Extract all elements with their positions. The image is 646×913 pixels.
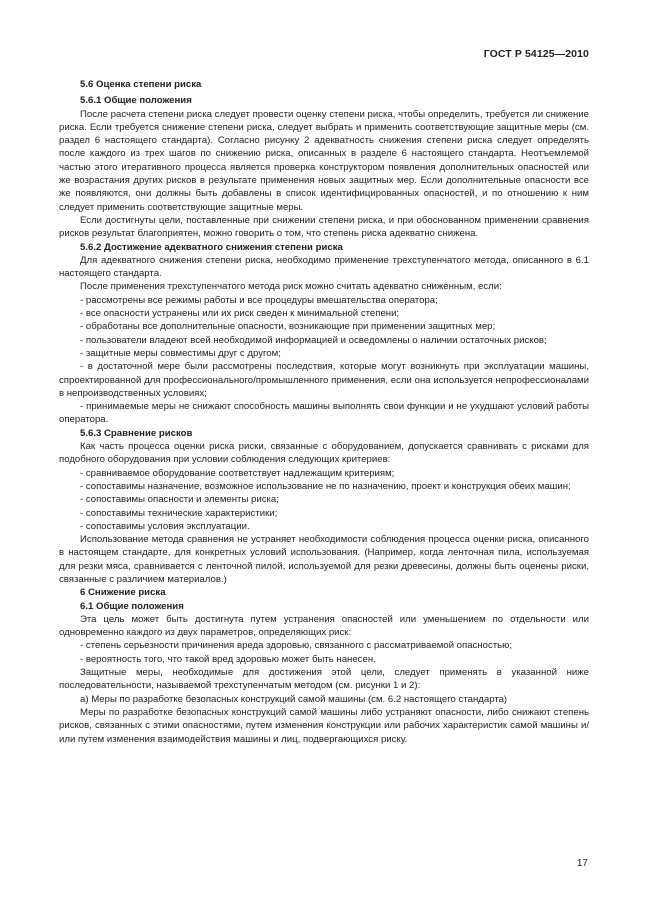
list-item: - в достаточной мере были рассмотрены последствия, которые могут возникнуть при эксплуатации машины, спроектированной для профессионального/промышленного применения, если она используется непрофессионалами в непроизводственных условиях; <box>59 361 589 399</box>
subsection-heading: 6.1 Общие положения <box>80 600 184 612</box>
page-number: 17 <box>576 858 588 869</box>
subsection-heading: 5.6.1 Общие положения <box>80 95 192 107</box>
list-item: - сопоставимы назначение, возможное использование не по назначению, проект и конструкция обеих машин; <box>80 480 571 492</box>
list-item: - вероятность того, что такой вред здоровью может быть нанесен. <box>80 653 376 665</box>
paragraph: После применения трехступенчатого метода риск можно считать адекватно сниженным, если: <box>80 281 502 293</box>
list-item: - все опасности устранены или их риск сведен к минимальной степени; <box>80 308 400 320</box>
subsection-heading: 5.6.2 Достижение адекватного снижения степени риска <box>80 241 343 253</box>
list-item: - сопоставимы технические характеристики; <box>80 507 278 519</box>
list-item: - обработаны все дополнительные опасности, возникающие при применении защитных мер; <box>80 321 496 333</box>
paragraph: После расчета степени риска следует провести оценку степени риска, чтобы определить, требуется ли снижение риска. Если требуется снижение степени риска, следует выбрать и применить соответствующие защитные меры (см. раздел 6 настоящего стандарта). Согласно рисунку 2 адекватность снижения степени риска следует определять после каждого из трех шагов по снижению риска, описанных в разделе 6 настоящего стандарта. Неотъемлемой частью этого итеративного процесса является проверка конструктором появления дополнительных опасностей или же возрастания других рисков в результате применения новых защитных мер. Если дополнительные опасности все же появляются, они должны быть добавлены в список идентифицированных опасностей, и по отношению к ним следует применить соответствующие защитные меры. <box>59 108 589 213</box>
list-item: - рассмотрены все режимы работы и все процедуры вмешательства оператора; <box>80 294 438 306</box>
document-header: ГОСТ Р 54125—2010 <box>483 48 589 60</box>
paragraph: а) Меры по разработке безопасных конструкций самой машины (см. 6.2 настоящего стандарта) <box>80 693 508 705</box>
list-item: - пользователи владеют всей необходимой информацией и осведомлены о наличии остаточных рисков; <box>80 334 547 346</box>
paragraph: Использование метода сравнения не устраняет необходимости соблюдения процесса оценки риска, описанного в настоящем стандарте, для конкретных условий использования. (Например, когда ленточная пила, используемая для резки мяса, сравнивается с ленточной пилой, используемой для резки древесины, должны быть оценены риски, связанные с различием материалов.) <box>59 534 589 585</box>
paragraph: Меры по разработке безопасных конструкций самой машины либо устраняют опасности, либо снижают степень рисков, связанных с этими опасностями, путем изменения конструкции или рабочих характеристик самой машины и/или путем изменения взаимодействия машины и лиц, подвергающихся риску. <box>59 706 589 745</box>
list-item: - принимаемые меры не снижают способность машины выполнять свои функции и не ухудшают условий работы оператора. <box>59 401 589 426</box>
paragraph: Если достигнуты цели, поставленные при снижении степени риска, и при обоснованном применении сравнения рисков результат благоприятен, можно говорить о том, что степень риска адекватно снижена. <box>59 214 589 240</box>
paragraph: Эта цель может быть достигнута путем устранения опасностей или уменьшением по отдельности или одновременно каждого из двух параметров, определяющих риск: <box>59 613 589 639</box>
list-item: - сопоставимы опасности и элементы риска; <box>80 494 279 506</box>
page-body <box>59 78 589 746</box>
list-item: - сопоставимы условия эксплуатации. <box>80 520 250 532</box>
list-item: - защитные меры совместимы друг с другом; <box>80 347 281 359</box>
list-item: - сравниваемое оборудование соответствует надлежащим критериям; <box>80 467 395 479</box>
subsection-heading: 5.6.3 Сравнение рисков <box>80 427 193 439</box>
paragraph: Как часть процесса оценки риска риски, связанные с оборудованием, допускается сравнивать с рисками для подобного оборудования при условии соблюдения следующих критериев: <box>59 441 589 466</box>
section-heading: 5.6 Оценка степени риска <box>80 79 202 90</box>
paragraph: Для адекватного снижения степени риска, необходимо применение трехступенчатого метода, описанного в 6.1 настоящего стандарта. <box>59 254 589 280</box>
paragraph: Защитные меры, необходимые для достижения этой цели, следует применять в указанной ниже последовательности, называемой трехступенчатым методом (см. рисунки 1 и 2): <box>59 667 589 692</box>
chapter-heading: 6 Снижение риска <box>80 587 166 599</box>
list-item: - степень серьезности причинения вреда здоровью, связанного с рассматриваемой опасностью; <box>80 640 513 652</box>
